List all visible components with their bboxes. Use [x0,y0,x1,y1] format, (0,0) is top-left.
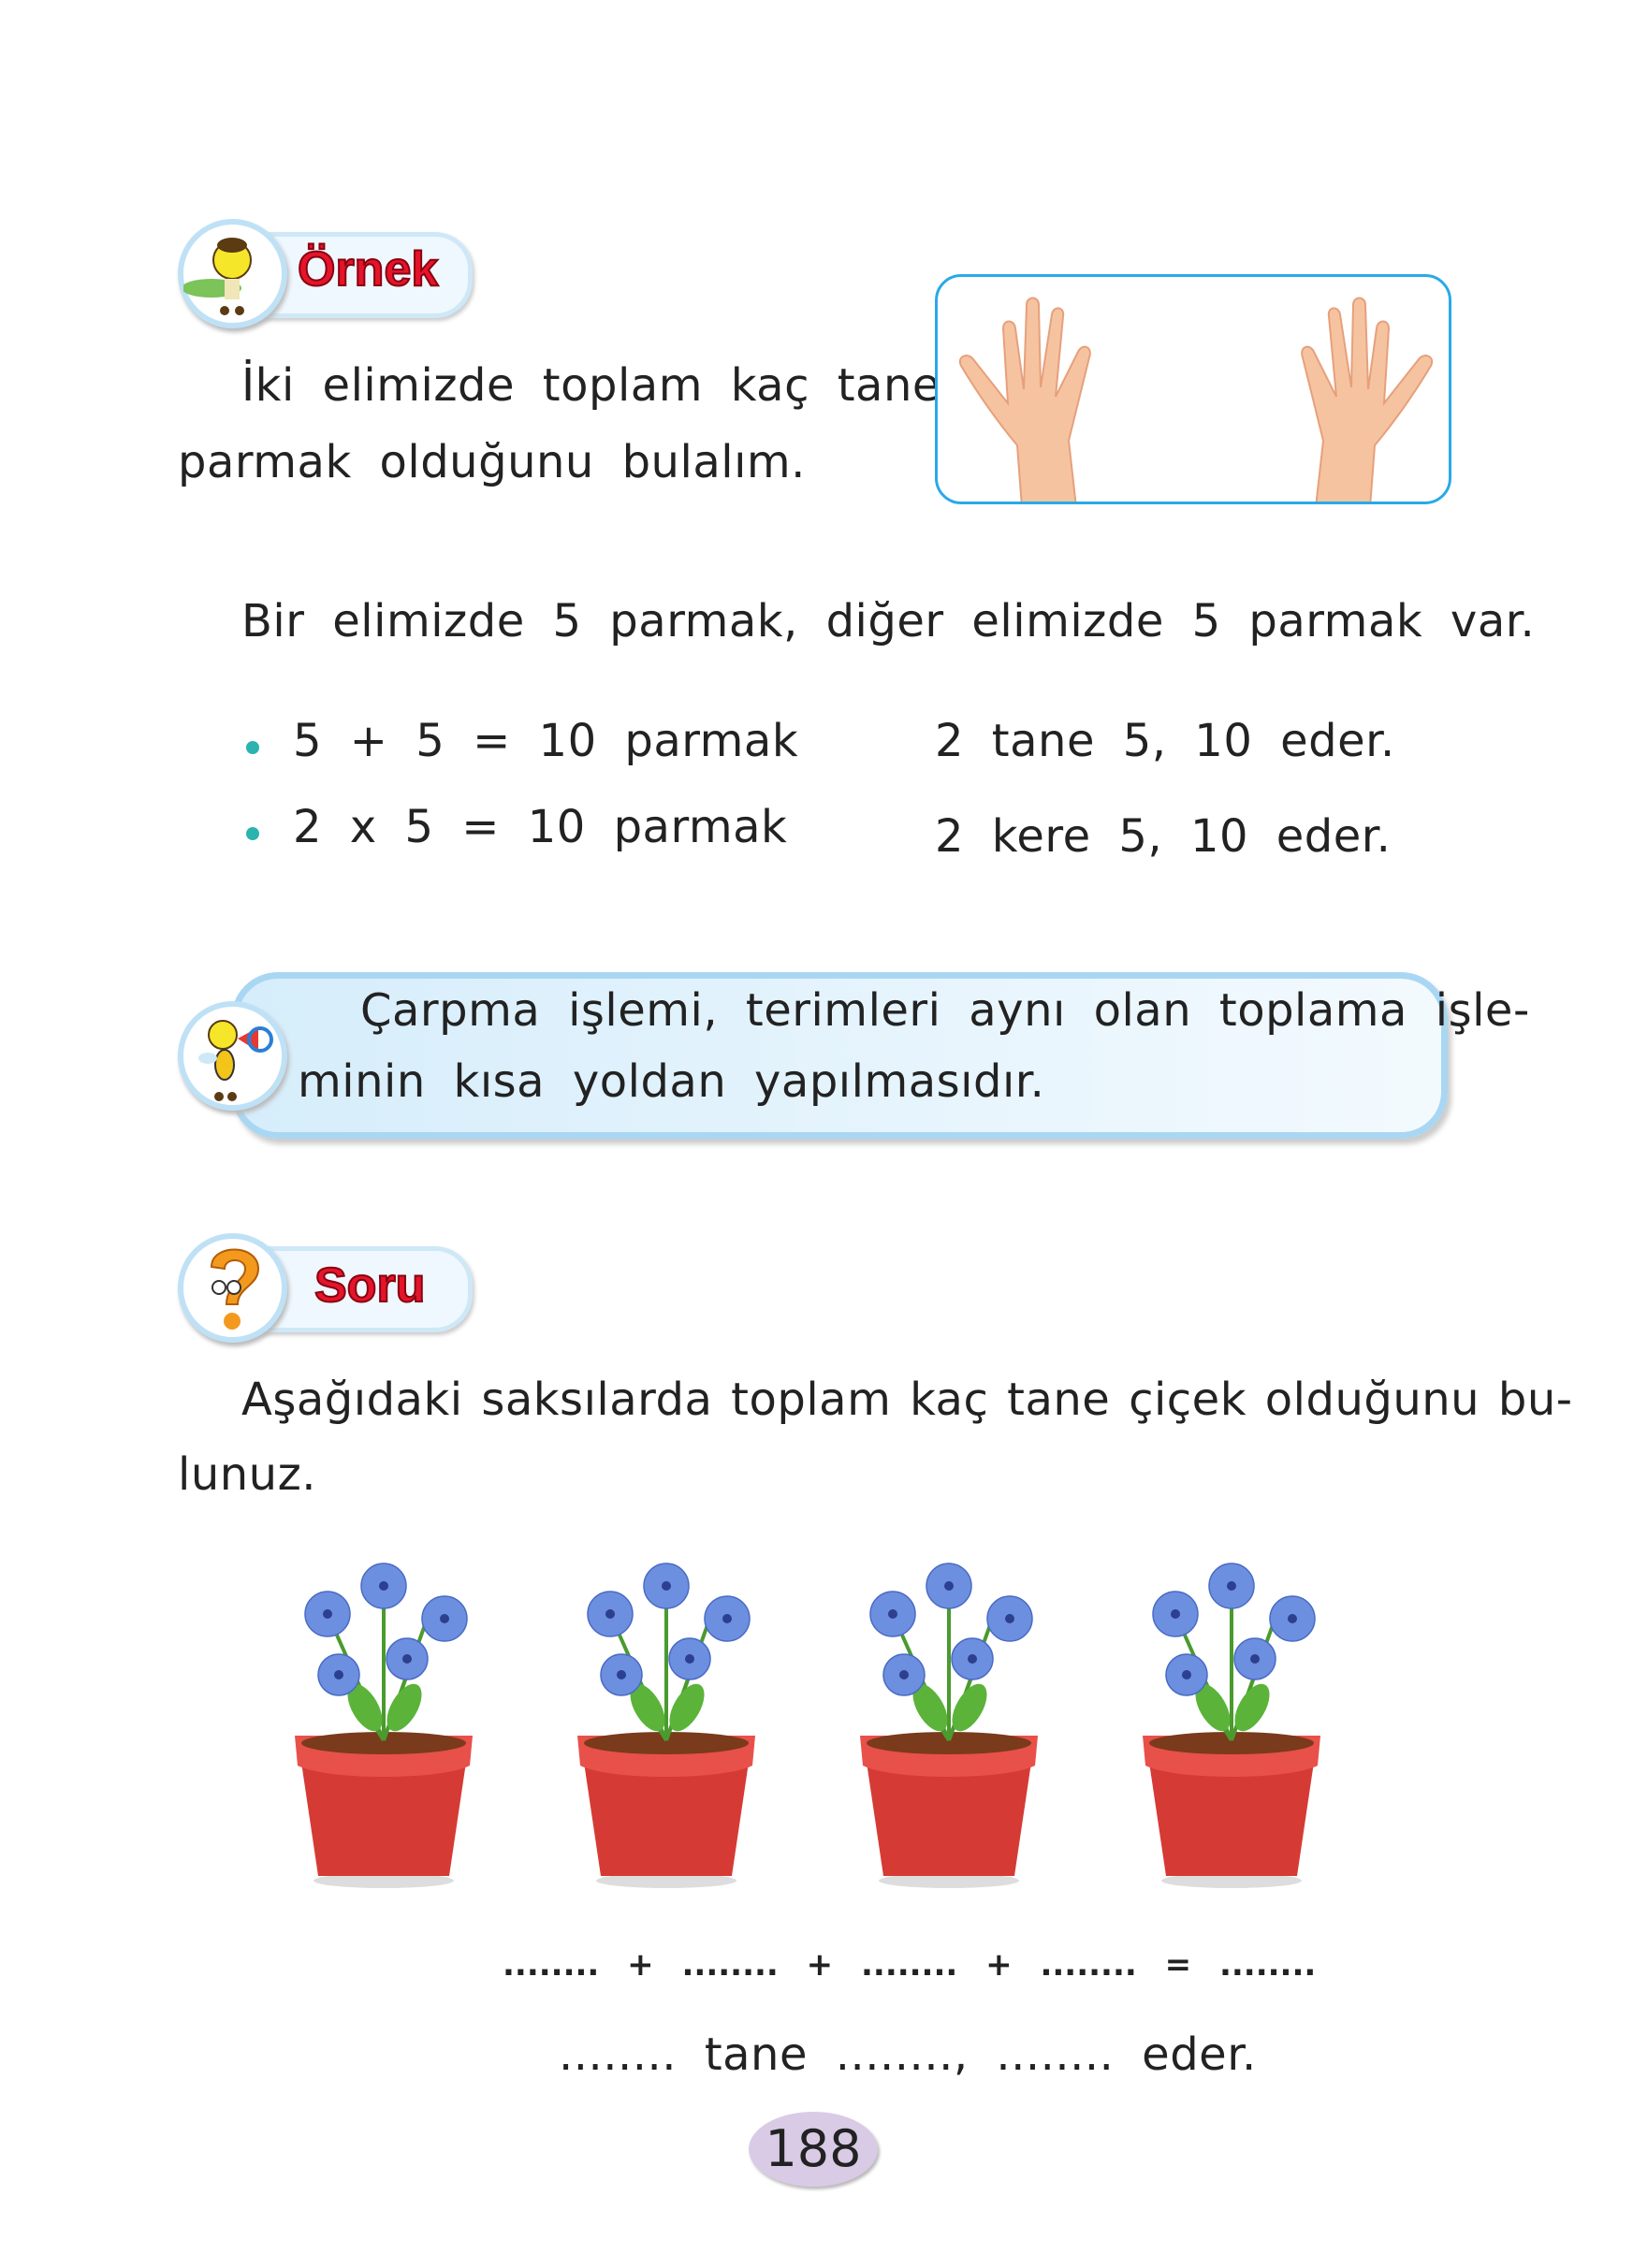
bullet-dot [246,827,259,840]
flower-pots-row [290,1558,1338,1890]
example-question-line1: İki elimizde toplam kaç tane [241,359,940,412]
addition-equation-blanks[interactable]: ........ + ........ + ........ + ........ = ........ [503,1946,1317,1984]
flower-pot-4 [1143,1563,1320,1888]
bee-megaphone-icon [178,1001,287,1111]
bullet-equation-2: 2 x 5 = 10 parmak [293,801,788,853]
example-statement: Bir elimizde 5 parmak, diğer elimizde 5 parmak var. [241,595,1536,647]
example-question-line2: parmak olduğunu bulalım. [178,436,806,488]
multiplication-sentence-blanks[interactable]: ........ tane ........, ........ eder. [559,2028,1257,2081]
question-mark-mascot-icon [178,1233,287,1343]
bullet-equation-1: 5 + 5 = 10 parmak [293,715,799,767]
info-line2: minin kısa yoldan yapılmasıdır. [298,1055,1045,1108]
bullet-dot [246,741,259,754]
question-badge-label: Soru [314,1258,426,1313]
question-line1: Aşağıdaki saksılarda toplam kaç tane çiçek olduğunu bu- [241,1374,1573,1426]
bullet-explanation-2: 2 kere 5, 10 eder. [935,810,1392,863]
flower-pot-1 [295,1563,473,1888]
bee-mascot-icon [178,219,287,328]
question-line2: lunuz. [178,1448,317,1501]
bullet-explanation-1: 2 tane 5, 10 eder. [935,715,1395,767]
page-number: 188 [749,2112,878,2187]
flower-pot-3 [860,1563,1038,1888]
hands-illustration [935,274,1451,504]
info-line1: Çarpma işlemi, terimleri aynı olan toplama işle- [360,984,1530,1037]
example-badge-label: Örnek [298,242,439,297]
flower-pot-2 [577,1563,755,1888]
